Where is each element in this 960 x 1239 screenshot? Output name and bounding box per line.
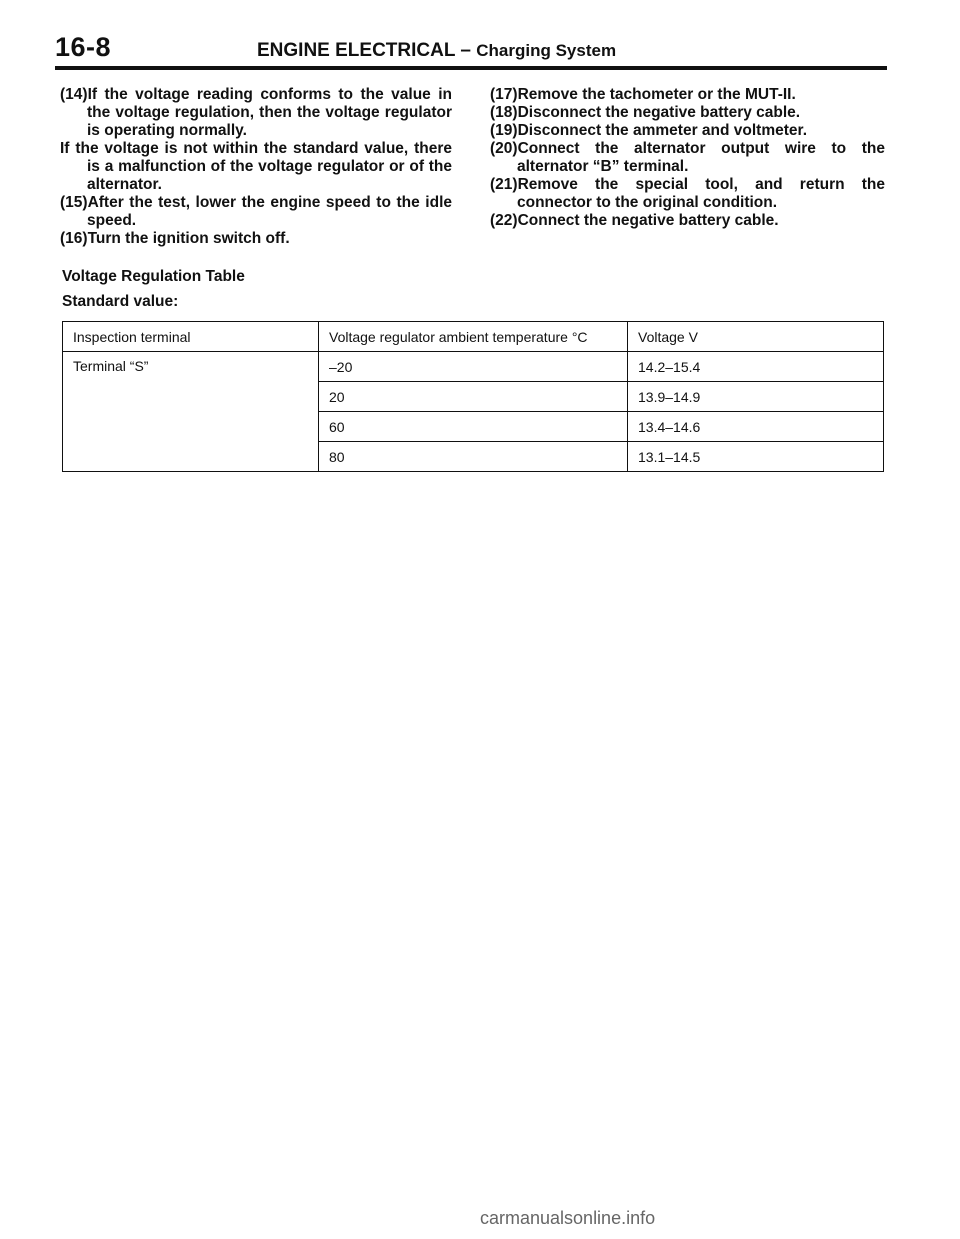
step-number: (19) xyxy=(490,122,518,139)
header-inspection-terminal: Inspection terminal xyxy=(63,322,319,352)
step-number: (22) xyxy=(490,212,518,229)
step-19 xyxy=(490,122,885,140)
step-text: Connect the alternator output wire to the alternator “B” terminal. xyxy=(517,140,885,175)
title-separator: – xyxy=(460,40,471,61)
step-15 xyxy=(60,194,452,230)
standard-value-label: Standard value: xyxy=(62,293,179,310)
step-text: Disconnect the negative battery cable. xyxy=(517,104,801,121)
step-number: (18) xyxy=(490,104,518,121)
step-22 xyxy=(490,212,885,230)
temperature-cell: –20 xyxy=(319,352,628,382)
voltage-cell: 13.4–14.6 xyxy=(628,412,884,442)
step-number: (21) xyxy=(490,176,518,193)
step-20 xyxy=(490,140,885,176)
voltage-cell: 13.1–14.5 xyxy=(628,442,884,472)
section-title: ENGINE ELECTRICAL xyxy=(257,40,456,61)
step-text: Remove the special tool, and return the connector to the original condition. xyxy=(517,176,885,211)
table-title: Voltage Regulation Table xyxy=(62,268,245,285)
voltage-cell: 13.9–14.9 xyxy=(628,382,884,412)
step-number: (14) xyxy=(60,86,88,103)
page-number: 16-8 xyxy=(55,32,112,62)
table-header-row xyxy=(63,322,884,352)
page-header xyxy=(55,30,885,68)
step-14 xyxy=(60,86,452,194)
step-text: Connect the negative battery cable. xyxy=(517,212,779,229)
step-18 xyxy=(490,104,885,122)
header-rule xyxy=(55,66,887,70)
voltage-cell: 14.2–15.4 xyxy=(628,352,884,382)
step-text: Turn the ignition switch off. xyxy=(87,230,290,247)
step-text: After the test, lower the engine speed to the idle speed. xyxy=(87,194,452,229)
step-21 xyxy=(490,176,885,212)
table-row xyxy=(63,352,884,382)
temperature-cell: 60 xyxy=(319,412,628,442)
page-title xyxy=(257,40,616,62)
step-note: If the voltage is not within the standard value, there is a malfunction of the voltage regulator or of the alternator. xyxy=(60,140,452,193)
step-number: (20) xyxy=(490,140,518,157)
terminal-cell: Terminal “S” xyxy=(63,352,319,472)
watermark-text: carmanualsonline.info xyxy=(480,1208,656,1228)
voltage-regulation-table xyxy=(62,321,884,472)
left-column xyxy=(60,86,452,248)
step-16 xyxy=(60,230,452,248)
step-text: If the voltage reading conforms to the value in the voltage regulation, then the voltage regulator is operating normally. xyxy=(87,86,452,139)
step-17 xyxy=(490,86,885,104)
step-text: Disconnect the ammeter and voltmeter. xyxy=(517,122,807,139)
subsection-title: Charging System xyxy=(476,41,617,60)
temperature-cell: 20 xyxy=(319,382,628,412)
step-number: (15) xyxy=(60,194,88,211)
header-voltage: Voltage V xyxy=(628,322,884,352)
temperature-cell: 80 xyxy=(319,442,628,472)
header-ambient-temperature: Voltage regulator ambient temperature °C xyxy=(319,322,628,352)
step-number: (17) xyxy=(490,86,518,103)
step-number: (16) xyxy=(60,230,88,247)
step-text: Remove the tachometer or the MUT-II. xyxy=(517,86,796,103)
right-column xyxy=(490,86,885,230)
